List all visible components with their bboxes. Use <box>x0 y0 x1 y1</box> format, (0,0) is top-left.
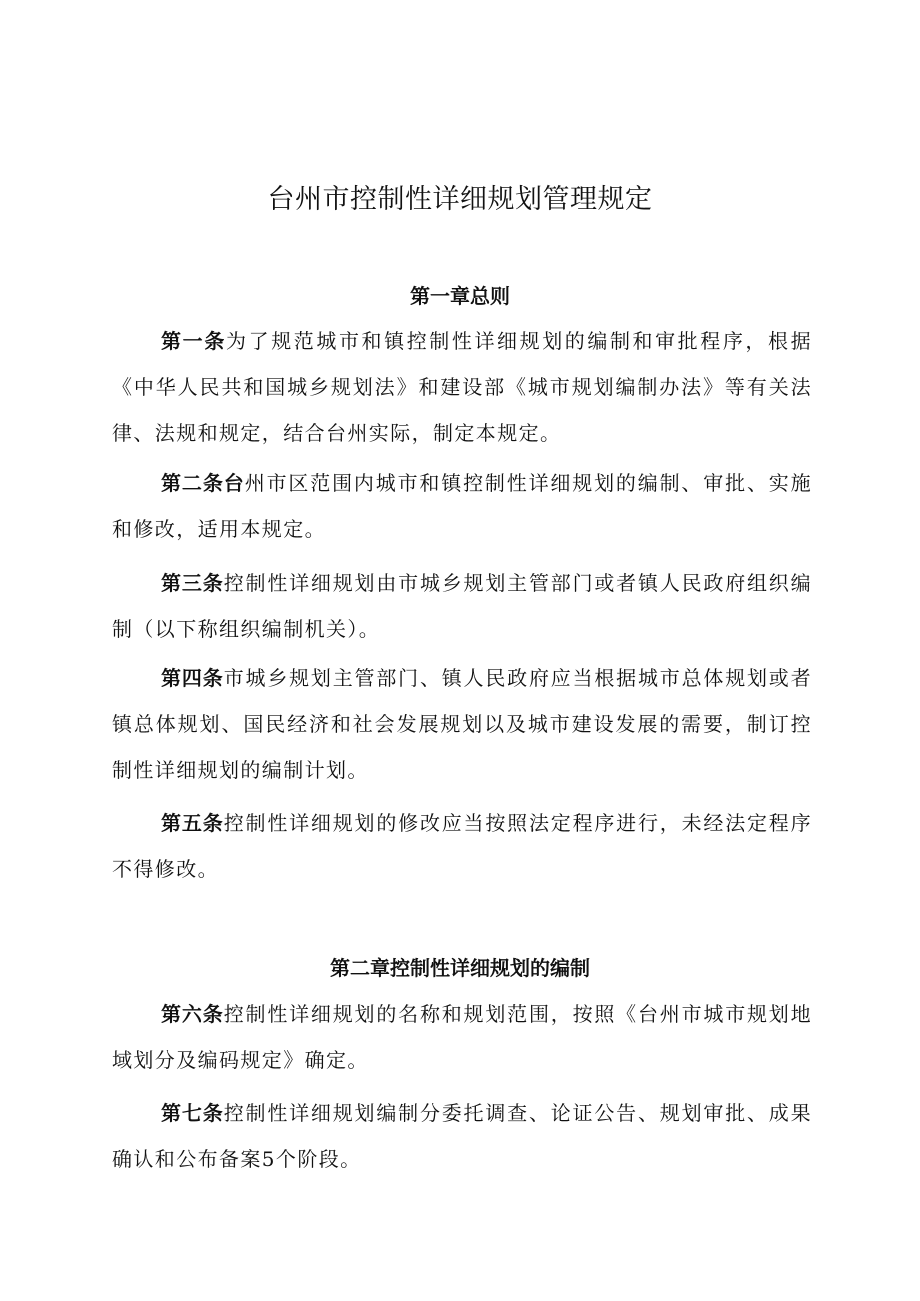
article-2-label: 第二条台 <box>161 471 245 495</box>
article-6-text: 控制性详细规划的名称和规划范围，按照《台州市城市规划地域划分及编码规定》确定。 <box>112 1002 812 1072</box>
article-1 <box>112 318 812 456</box>
article-4-label: 第四条 <box>161 666 224 690</box>
article-7-label: 第七条 <box>161 1101 224 1125</box>
article-5-label: 第五条 <box>161 811 224 835</box>
article-7-text: 控制性详细规划编制分委托调查、论证公告、规划审批、成果确认和公布备案5个阶段。 <box>112 1101 812 1171</box>
chapter-1-heading: 第一章总则 <box>410 284 510 308</box>
article-3-label: 第三条 <box>161 571 224 595</box>
article-1-label: 第一条 <box>161 329 227 353</box>
article-6 <box>112 991 812 1083</box>
article-3 <box>112 560 812 652</box>
article-4-text: 市城乡规划主管部门、镇人民政府应当根据城市总体规划或者镇总体规划、国民经济和社会发展规划以及城市建设发展的需要，制订控制性详细规划的编制计划。 <box>112 666 812 782</box>
article-2-text: 州市区范围内城市和镇控制性详细规划的编制、审批、实施和修改，适用本规定。 <box>112 471 813 541</box>
article-3-text: 控制性详细规划由市城乡规划主管部门或者镇人民政府组织编制（以下称组织编制机关）。 <box>112 571 812 641</box>
article-6-label: 第六条 <box>161 1002 224 1026</box>
article-4 <box>112 655 812 793</box>
article-7 <box>112 1090 812 1182</box>
article-5 <box>112 800 812 892</box>
article-2 <box>112 460 812 552</box>
article-5-text: 控制性详细规划的修改应当按照法定程序进行，未经法定程序不得修改。 <box>112 811 812 881</box>
article-1-text: 为了规范城市和镇控制性详细规划的编制和审批程序，根据《中华人民共和国城乡规划法》和建设部《城市规划编制办法》等有关法律、法规和规定，结合台州实际，制定本规定。 <box>112 329 812 445</box>
document-title: 台州市控制性详细规划管理规定 <box>267 184 653 215</box>
chapter-2-heading: 第二章控制性详细规划的编制 <box>330 956 590 980</box>
